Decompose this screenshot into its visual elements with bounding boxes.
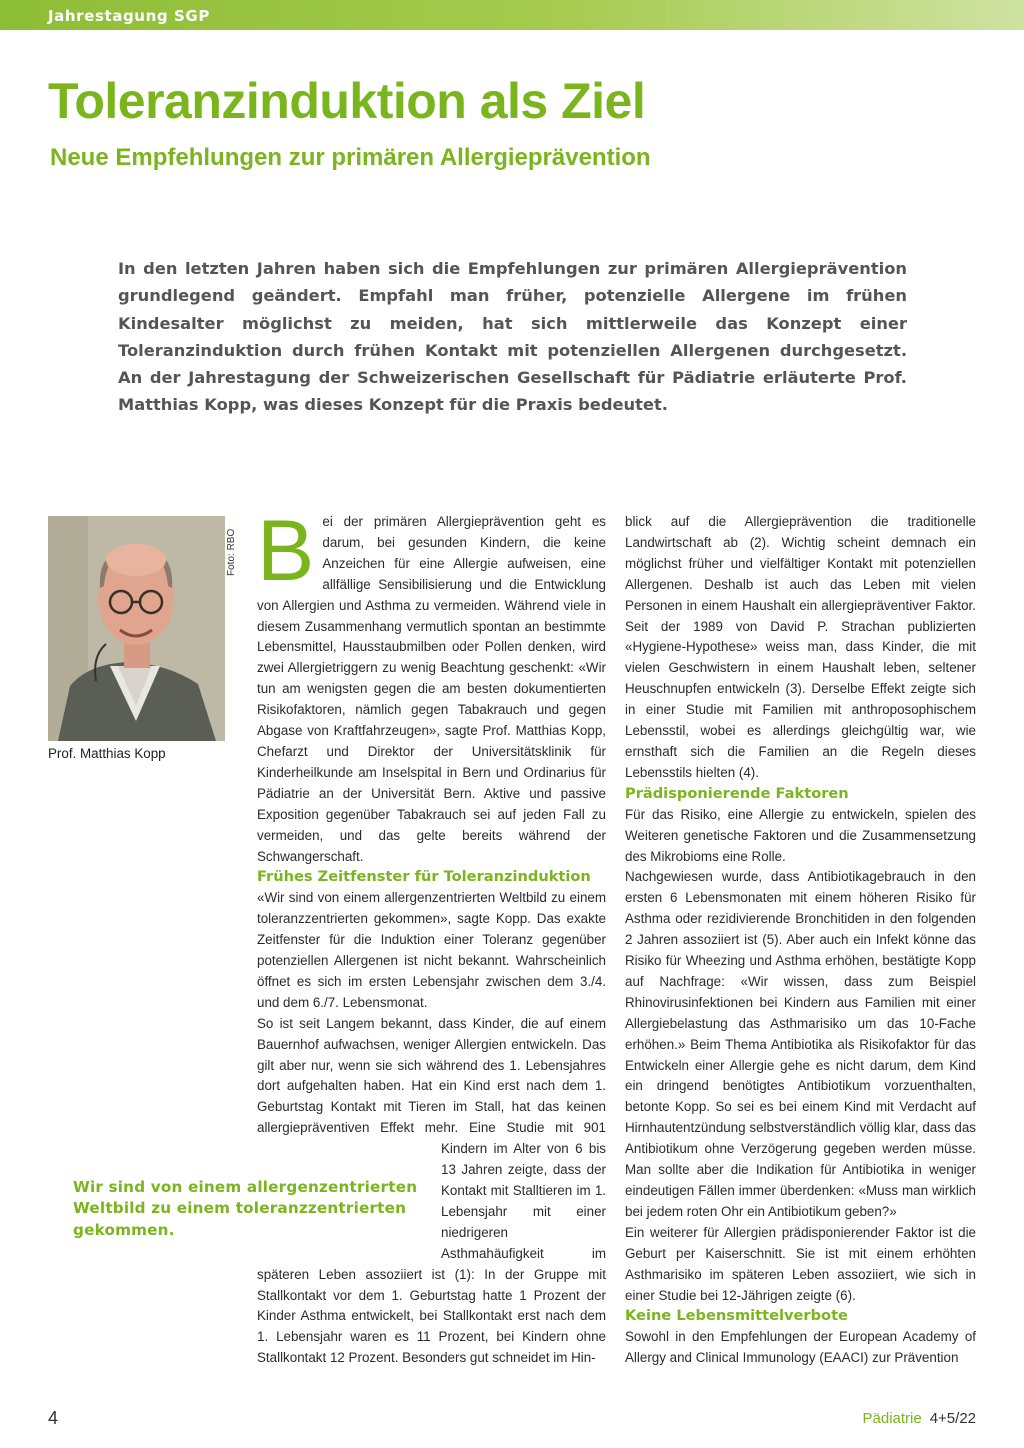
article-lead: In den letzten Jahren haben sich die Empfehlungen zur primären Allergieprävention grundlegend geändert. Empfahl man früher, potenzielle Allergene im frühen Kindesalter möglichst zu meiden, hat sich mittlerweile das Konzept einer Toleranzinduktion durch frühen Kontakt mit potenziellen Allergenen durchgesetzt. An der Jahrestagung der Schweizerischen Gesellschaft für Pädiatrie erläuterte Prof. Matthias Kopp, was dieses Konzept für die Praxis bedeutet.	[118, 259, 907, 415]
section-label: Jahrestagung SGP	[48, 7, 210, 25]
portrait-photo	[48, 516, 225, 741]
article-title: Toleranzinduktion als Ziel	[48, 73, 646, 129]
subheading-3: Keine Lebensmittelverbote	[625, 1307, 848, 1325]
section-band	[0, 0, 1024, 30]
body-column-2	[625, 512, 976, 1369]
issue-number: 4+5/22	[929, 1410, 976, 1427]
drop-cap: B	[257, 503, 315, 599]
footer-magazine	[863, 1410, 977, 1427]
pull-quote: Wir sind von einem allergenzentrierten Weltbild zu einem toleranzzentrierten gekommen.	[73, 1178, 418, 1239]
body-paragraph-6: Ein weiterer für Allergien prädisponierender Faktor ist die Geburt per Kaiserschnitt. Sie ist mit einem erhöhten Asthmarisiko im späteren Leben assoziiert, wie sich in einer Studie bei 12-Jährigen zeigte (6).	[625, 1224, 976, 1303]
body-paragraph-3b: blick auf die Allergieprävention die traditionelle Landwirtschaft ab (2). Wichtig scheint demnach ein möglichst früher und vielfältiger Kontakt mit potenziellen Allergenen. Deshalb ist auch das Leben mit vielen Personen in einem Haushalt ein allergiepräventiver Faktor. Seit der 1989 von David P. Strachan publizierten «Hygiene-Hypothese» weiss man, dass Kinder, die mit vielen Geschwistern in einem Haushalt leben, seltener Heuschnupfen entwickeln (3). Derselbe Effekt zeigte sich in einer Studie mit Familien mit anthroposophischem Lebensstil, wobei es allerdings gleichgültig war, wie ernsthaft sich die Familien an die Regeln dieses Lebensstils hielten (4).	[625, 514, 976, 780]
body-paragraph-3a: So ist seit Langem bekannt, dass Kinder, die auf einem Bauernhof aufwachsen, weniger Allergien entwickeln. Das gilt aber nur, wenn sie sich während des 1. Lebensjahres dort aufgehalten haben. Hat ein Kind erst nach dem 1. Geburtstag Kontakt mit Tieren im Stall, hat das keinen allergiepräventiven Effekt mehr. Eine Studie mit 901 Kindern im Alter von 6 bis 13 Jahren zeigte, dass der Kontakt mit Stalltieren im 1. Lebensjahr mit einer niedrigeren Asthmahäufigkeit im späteren Leben assoziiert ist (1): In der Gruppe mit Stallkontakt vor dem 1. Geburtstag hatte 1 Prozent der Kinder Asthma entwickelt, bei Stallkontakt erst nach dem 1. Lebensjahr waren es 11 Prozent, bei Kindern ohne Stallkontakt 12 Prozent. Besonders gut schneidet im Hin-	[257, 1015, 606, 1366]
body-paragraph-1: ei der primären Allergieprävention geht es darum, bei gesunden Kindern, die keine Anzeichen für eine Allergie aufweisen, eine allfällige Sensibilisierung und die Entwicklung von Allergien und Asthma zu vermeiden. Während viele in diesem Zusammenhang vermutlich spontan an bestimmte Lebensmittel, Hausstaubmilben oder Pollen denken, wird zwei Allergietriggern zu wenig Beachtung geschenkt: «Wir tun am wenigsten gegen die am besten dokumentierten Risikofaktoren, nämlich gegen Tabakrauch und gegen Abgase von Kraftfahrzeugen», sagte Prof. Matthias Kopp, Chefarzt und Direktor der Universitätsklinik für Kinderheilkunde am Inselspital in Bern und Ordinarius für Pädiatrie an der Universität Bern. Aktive und passive Exposition gegenüber Tabakrauch sei auf jeden Fall zu vermeiden, und das gelte bereits während der Schwangerschaft.	[257, 514, 606, 864]
body-paragraph-5: Nachgewiesen wurde, dass Antibiotikagebrauch in den ersten 6 Lebensmonaten mit einem höheren Risiko für Asthma oder rezidivierende Bronchitiden in den folgenden 2 Jahren assoziiert ist (5). Aber auch ein Infekt könne das Risiko für Wheezing und Asthma erhöhen, bestätigte Kopp auf Nachfrage: «Wir wissen, dass zum Beispiel Rhinovirusinfektionen bei Kindern aus Familien mit einer Allergiebelastung das Asthmarisiko um das 10-Fache erhöhen.» Beim Thema Antibiotika als Risikofaktor für das Entwickeln einer Allergie gehe es nicht darum, dem Kind ein dringend benötigtes Antibiotikum vorzuenthalten, betonte Kopp. So sei es bei einem Kind mit Verdacht auf Hirnhautentzündung selbstverständlich völlig klar, dass das Antibiotikum ohne Verzögerung gegeben werden müsse. Man sollte aber die Indikation für Antibiotika in weniger eindeutigen Fällen immer überdenken: «Muss man wirklich bei jedem roten Ohr ein Antibiotikum geben?»	[625, 869, 976, 1219]
portrait-illustration	[48, 516, 225, 741]
body-paragraph-7: Sowohl in den Empfehlungen der European Academy of Allergy and Clinical Immunology (EAACI) zur Prävention	[625, 1329, 976, 1366]
subheading-2: Prädisponierende Faktoren	[625, 784, 849, 802]
body-paragraph-2: «Wir sind von einem allergenzentrierten Weltbild zu einem toleranzzentrierten gekommen», sagte Kopp. Das exakte Zeitfenster für die Induktion einer Toleranz gegenüber potenziellen Allergenen ist nicht bekannt. Wahrscheinlich öffnet es sich im ersten Lebensjahr zwischen dem 3./4. und dem 6./7. Lebensmonat.	[257, 890, 606, 1010]
page-number: 4	[48, 1408, 59, 1428]
photo-caption: Prof. Matthias Kopp	[48, 746, 166, 761]
photo-credit: Foto: RBO	[226, 528, 237, 576]
article-subtitle: Neue Empfehlungen zur primären Allergieprävention	[50, 144, 651, 171]
magazine-name: Pädiatrie	[862, 1410, 922, 1427]
subheading-1: Frühes Zeitfenster für Toleranzinduktion	[257, 868, 591, 886]
body-paragraph-4: Für das Risiko, eine Allergie zu entwickeln, spielen des Weiteren genetische Faktoren und die Zusammensetzung des Mikrobioms eine Rolle.	[625, 806, 976, 864]
